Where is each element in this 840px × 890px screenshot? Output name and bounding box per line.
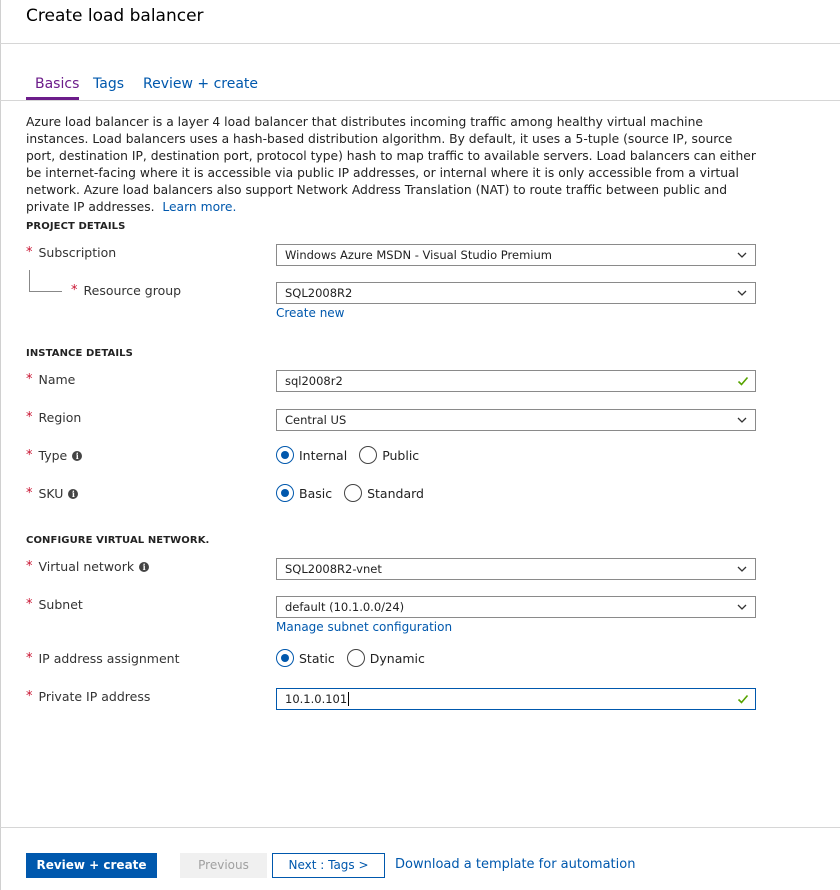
vnet-heading: CONFIGURE VIRTUAL NETWORK. bbox=[26, 535, 210, 546]
radio-circle bbox=[276, 649, 294, 667]
region-label-text: Region bbox=[38, 410, 82, 425]
radio-circle bbox=[344, 484, 362, 502]
sku-standard-label: Standard bbox=[367, 485, 424, 501]
previous-button[interactable]: Previous bbox=[180, 853, 267, 878]
sku-basic-label: Basic bbox=[299, 485, 333, 501]
sku-standard-radio[interactable] bbox=[344, 484, 424, 502]
type-internal-radio[interactable] bbox=[276, 446, 347, 464]
review-create-button[interactable]: Review + create bbox=[26, 853, 157, 878]
chevron-down-icon bbox=[737, 250, 747, 260]
info-icon[interactable]: i bbox=[68, 489, 78, 499]
type-label-text: Type bbox=[38, 448, 68, 463]
required-marker: * bbox=[26, 597, 33, 612]
chevron-down-icon bbox=[737, 288, 747, 298]
name-value: sql2008r2 bbox=[285, 374, 343, 388]
resource-group-select[interactable] bbox=[276, 282, 756, 304]
required-marker: * bbox=[26, 486, 33, 501]
required-marker: * bbox=[26, 372, 33, 387]
subscription-select[interactable] bbox=[276, 244, 756, 266]
type-public-radio[interactable] bbox=[359, 446, 419, 464]
blade-header bbox=[0, 0, 840, 44]
tab-bar bbox=[0, 74, 840, 101]
tab-tags[interactable]: Tags bbox=[93, 76, 124, 92]
valid-check-icon bbox=[737, 375, 749, 387]
subscription-label bbox=[26, 245, 116, 260]
region-select[interactable] bbox=[276, 409, 756, 431]
subnet-label-text: Subnet bbox=[38, 597, 83, 612]
resource-group-label bbox=[71, 283, 181, 298]
type-radio-group bbox=[276, 446, 431, 464]
type-public-label: Public bbox=[382, 447, 420, 463]
learn-more-link[interactable]: Learn more. bbox=[162, 200, 237, 214]
instance-details-heading: INSTANCE DETAILS bbox=[26, 348, 133, 359]
sku-radio-group bbox=[276, 484, 436, 502]
private-ip-value: 10.1.0.101 bbox=[285, 692, 348, 706]
name-label-text: Name bbox=[38, 372, 76, 387]
create-new-link[interactable]: Create new bbox=[276, 306, 345, 320]
ip-dynamic-radio[interactable] bbox=[347, 649, 425, 667]
radio-circle bbox=[359, 446, 377, 464]
download-template-link[interactable]: Download a template for automation bbox=[395, 857, 636, 872]
tab-basics[interactable]: Basics bbox=[35, 76, 80, 92]
chevron-down-icon bbox=[737, 602, 747, 612]
project-details-heading: PROJECT DETAILS bbox=[26, 221, 126, 232]
manage-subnet-link[interactable]: Manage subnet configuration bbox=[276, 620, 453, 634]
tree-connector bbox=[29, 270, 62, 292]
ip-static-label: Static bbox=[299, 650, 335, 666]
valid-check-icon bbox=[737, 693, 749, 705]
sku-label-text: SKU bbox=[38, 486, 64, 501]
vnet-label bbox=[26, 559, 149, 574]
active-tab-indicator bbox=[26, 97, 79, 100]
sku-label bbox=[26, 486, 78, 501]
subscription-label-text: Subscription bbox=[38, 245, 117, 260]
radio-circle bbox=[276, 446, 294, 464]
resource-group-value: SQL2008R2 bbox=[285, 286, 353, 300]
text-cursor bbox=[348, 692, 349, 706]
resource-group-label-text: Resource group bbox=[83, 283, 182, 298]
required-marker: * bbox=[71, 283, 78, 298]
private-ip-label bbox=[26, 689, 150, 704]
ip-static-radio[interactable] bbox=[276, 649, 335, 667]
required-marker: * bbox=[26, 245, 33, 260]
description-text: Azure load balancer is a layer 4 load balancer that distributes incoming traffic among healthy virtual machine instances. Load balancers uses a hash-based distribution algorithm. By default, it uses a 5-tuple (source IP, source port, destination IP, destination port, protocol type) hash to map traffic to available servers. Load balancers can either be internet-facing where it is accessible via public IP addresses, or internal where it is only accessible from a virtual network. Azure load balancers also support Network Address Translation (NAT) to route traffic between public and private IP addresses. bbox=[26, 115, 756, 214]
name-input[interactable] bbox=[276, 370, 756, 392]
chevron-down-icon bbox=[737, 415, 747, 425]
ip-assignment-radio-group bbox=[276, 649, 437, 667]
vnet-value: SQL2008R2-vnet bbox=[285, 562, 382, 576]
region-value: Central US bbox=[285, 413, 347, 427]
radio-circle bbox=[347, 649, 365, 667]
private-ip-label-text: Private IP address bbox=[38, 689, 151, 704]
type-label bbox=[26, 448, 82, 463]
subnet-select[interactable] bbox=[276, 596, 756, 618]
next-tags-button[interactable]: Next : Tags > bbox=[272, 853, 385, 878]
required-marker: * bbox=[26, 410, 33, 425]
footer-divider bbox=[0, 827, 840, 828]
left-border bbox=[0, 0, 1, 890]
info-icon[interactable]: i bbox=[139, 562, 149, 572]
page-title: Create load balancer bbox=[26, 6, 204, 26]
name-label bbox=[26, 372, 75, 387]
info-icon[interactable]: i bbox=[72, 451, 82, 461]
private-ip-input[interactable] bbox=[276, 688, 756, 710]
radio-circle bbox=[276, 484, 294, 502]
vnet-select[interactable] bbox=[276, 558, 756, 580]
ip-assignment-label-text: IP address assignment bbox=[38, 651, 180, 666]
ip-dynamic-label: Dynamic bbox=[369, 650, 425, 666]
subnet-label bbox=[26, 597, 83, 612]
required-marker: * bbox=[26, 448, 33, 463]
sku-basic-radio[interactable] bbox=[276, 484, 332, 502]
description bbox=[26, 114, 756, 216]
tab-review-create[interactable]: Review + create bbox=[143, 76, 259, 92]
required-marker: * bbox=[26, 651, 33, 666]
type-internal-label: Internal bbox=[299, 447, 348, 463]
ip-assignment-label bbox=[26, 651, 180, 666]
region-label bbox=[26, 410, 81, 425]
required-marker: * bbox=[26, 559, 33, 574]
chevron-down-icon bbox=[737, 564, 747, 574]
subnet-value: default (10.1.0.0/24) bbox=[285, 600, 405, 614]
vnet-label-text: Virtual network bbox=[38, 559, 135, 574]
required-marker: * bbox=[26, 689, 33, 704]
subscription-value: Windows Azure MSDN - Visual Studio Premium bbox=[285, 248, 552, 262]
